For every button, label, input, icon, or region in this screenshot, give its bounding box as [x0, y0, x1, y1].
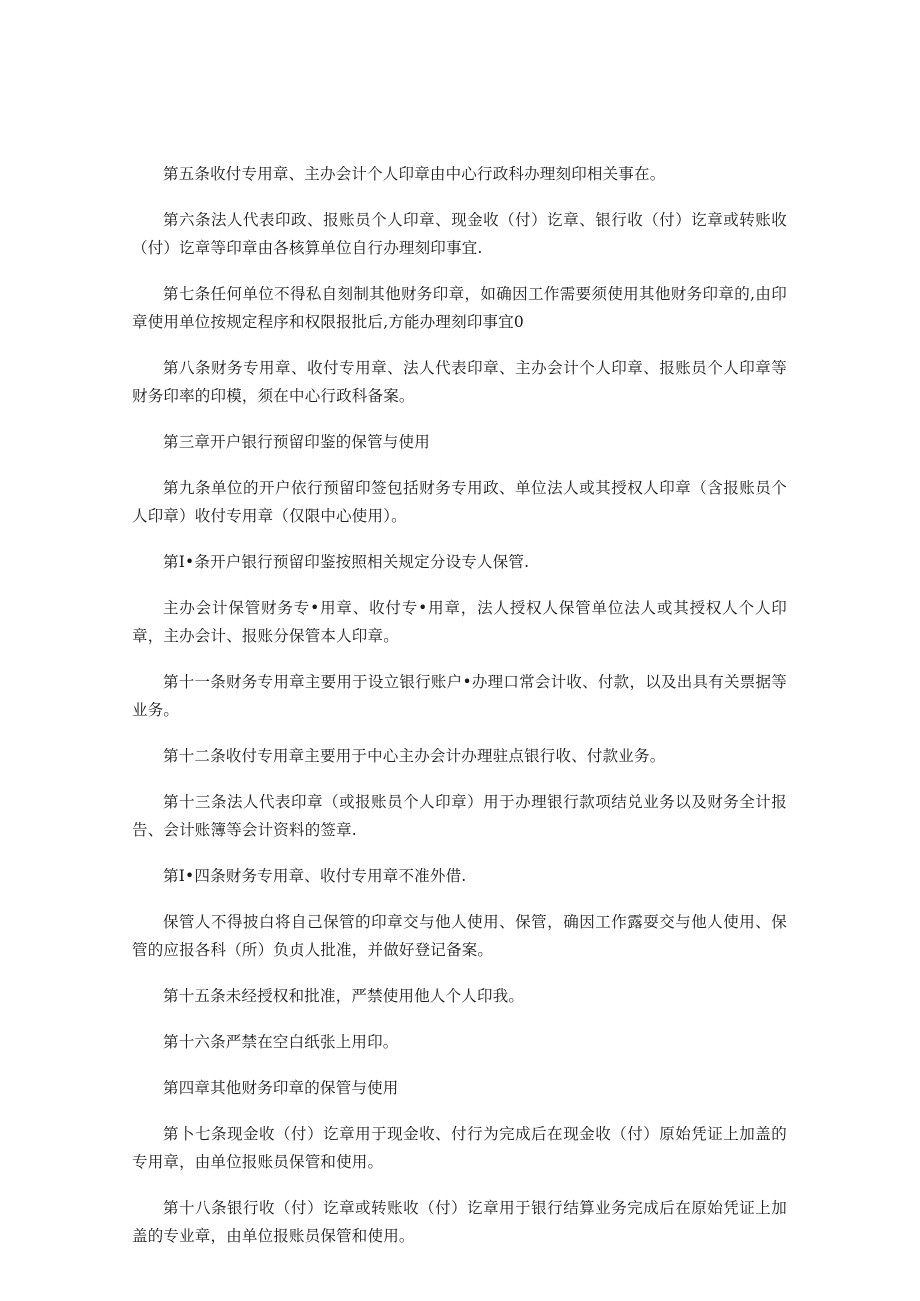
article-17-paragraph: 第卜七条现金收（付）讫章用于现金收、付行为完成后在现金收（付）原始凭证上加盖的专用章，由单位报账员保管和使用。: [132, 1125, 787, 1171]
article-5-paragraph: 第五条收付专用章、主办会计个人印章由中心行政科办理刻印相关事在。: [163, 165, 666, 183]
article-9-paragraph: 第九条单位的开户依行预留印签包括财务专用政、单位法人或其授权人印章（含报账员个人印章）收付专用章（仅限中心使用）。: [132, 479, 787, 525]
article-16-paragraph: 第十六条严禁在空白纸张上用印。: [163, 1033, 399, 1051]
article-8-paragraph: 第八条财务专用章、收付专用章、法人代表印章、主办会计个人印章、报账员个人印章等财务印率的印模，须在中心行政科备案。: [132, 359, 787, 405]
article-11-paragraph: 第十一条财务专用章主要用于设立银行账户•办理口常会计收、付款，以及出具有关票据等业务。: [132, 673, 787, 719]
chapter-3-heading: 第三章开户银行预留印鉴的保管与使用: [163, 433, 430, 451]
article-12-paragraph: 第十二条收付专用章主要用于中心主办会计办理驻点银行收、付款业务。: [163, 747, 666, 765]
article-13-paragraph: 第十三条法人代表印章（或报账员个人印章）用于办理银行款项结兑业务以及财务全计报告、会计账簿等会计资料的签章.: [132, 793, 787, 839]
article-14-paragraph: 第I•四条财务专用章、收付专用章不准外借.: [163, 867, 467, 885]
article-6-paragraph: 第六条法人代表印政、报账员个人印章、现金收（付）讫章、银行收（付）讫章或转账收（付）讫章等印章由各核算单位自行办理刻印事宜.: [132, 211, 787, 257]
chapter-4-heading: 第四章其他财务印章的保管与使用: [163, 1079, 399, 1097]
article-10-paragraph: 第I•条开户银行预留印鉴按照相关规定分设专人保管.: [163, 553, 530, 571]
article-14-continuation-paragraph: 保管人不得披白将自己保管的印章交与他人使用、保管，确因工作露耍交与他人使用、保管的应报各科（所）负贞人批准，并做好登记备案。: [132, 913, 787, 959]
article-15-paragraph: 第十五条未经授权和批准，严禁使用他人个人印我。: [163, 987, 525, 1005]
article-18-paragraph: 第十八条银行收（付）讫章或转账收（付）讫章用于银行结算业务完成后在原始凭证上加盖的专业章，由单位报账员保管和使用。: [132, 1199, 787, 1245]
article-7-paragraph: 第七条任何单位不得私自刻制其他财务印章，如确因工作需要须使用其他财务印章的,由印章使用单位按规定程序和权限报批后,方能办理刻印事宜0: [132, 285, 787, 331]
document-body: [132, 160, 787, 1268]
article-10-continuation-paragraph: 主办会计保管财务专•用章、收付专•用章，法人授权人保管单位法人或其授权人个人印章，主办会计、报账分保管本人印章。: [132, 599, 787, 645]
